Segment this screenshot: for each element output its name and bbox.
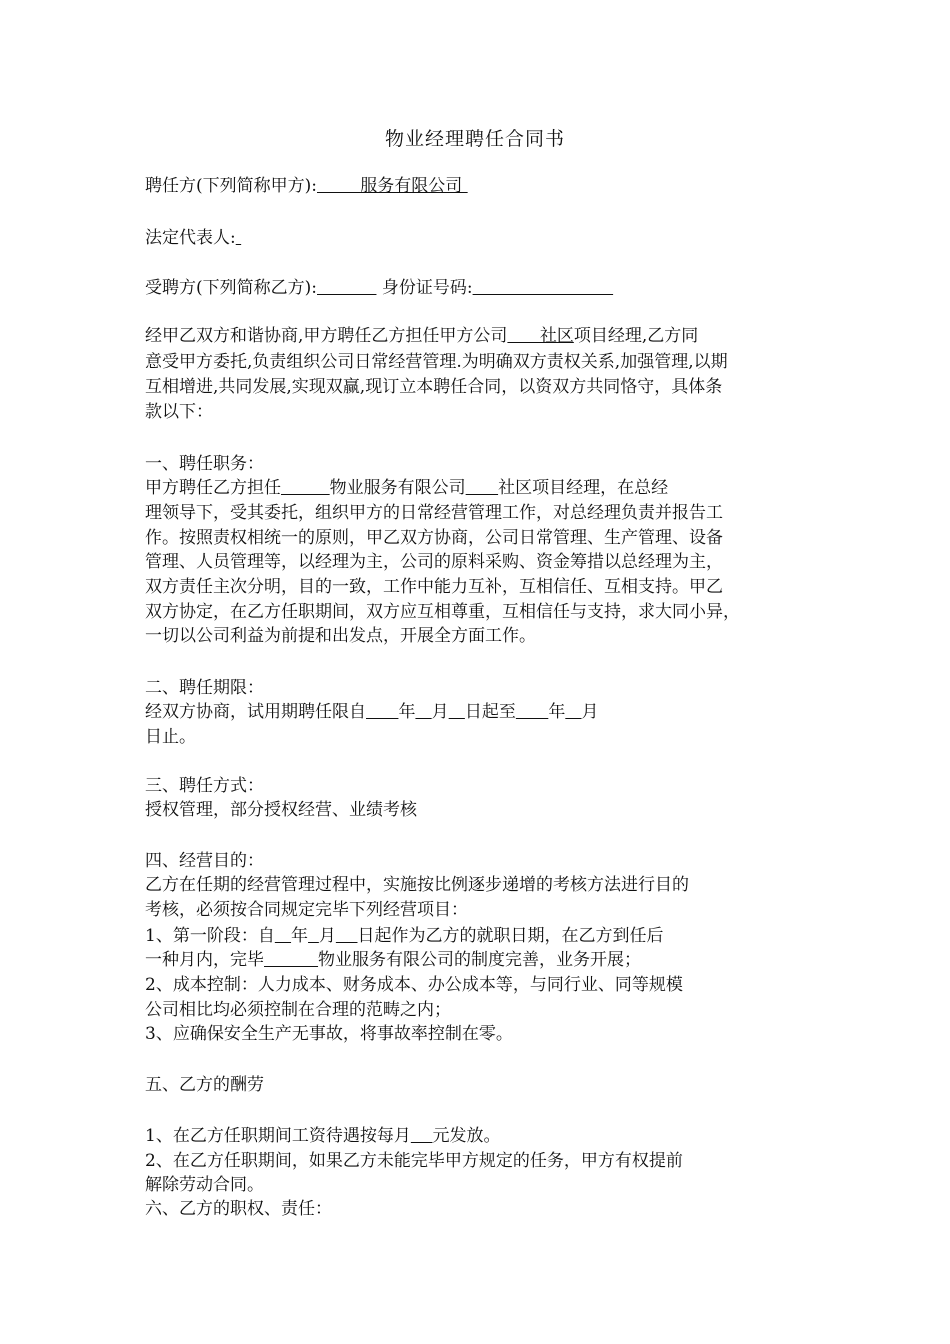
text-segment: 二、聘任期限： xyxy=(145,678,264,698)
text-line xyxy=(145,600,740,624)
blank-field: 服务有限公司 xyxy=(317,176,468,196)
text-line xyxy=(145,898,468,922)
text-line xyxy=(145,400,213,424)
text-segment: 身份证号码: xyxy=(376,278,473,298)
text-segment: 物业服务有限公司的制度完善，业务开展； xyxy=(318,950,642,970)
blank-field xyxy=(366,702,398,722)
text-segment: 年 xyxy=(548,702,566,722)
text-line xyxy=(145,550,723,574)
text-line xyxy=(145,1149,683,1173)
text-segment: 互相增进,共同发展,实现双赢,现订立本聘任合同，以资双方共同恪守，具体条 xyxy=(145,377,723,397)
text-segment: 意受甲方委托,负责组织公司日常经营管理.为明确双方责权关系,加强管理,以期 xyxy=(145,352,728,372)
text-line xyxy=(145,798,417,822)
blank-field xyxy=(466,478,498,498)
text-segment: 月 xyxy=(581,702,599,722)
text-segment: 一种月内，完毕 xyxy=(145,950,264,970)
text-segment: 物业服务有限公司 xyxy=(329,478,466,498)
text-segment: 甲方聘任乙方担任 xyxy=(145,478,281,498)
text-line xyxy=(145,624,536,648)
text-line xyxy=(145,324,698,348)
blank-field: 社区 xyxy=(507,326,574,346)
text-line xyxy=(145,948,641,972)
text-line xyxy=(145,725,196,749)
blank-field xyxy=(565,702,581,722)
text-line xyxy=(145,375,722,399)
blank-field xyxy=(281,478,330,498)
text-segment: 年 xyxy=(291,926,309,946)
text-line xyxy=(145,774,264,798)
text-line xyxy=(145,276,613,300)
text-segment: 法定代表人: xyxy=(145,228,236,248)
text-segment: 一切以公司利益为前提和出发点，开展全方面工作。 xyxy=(145,626,536,646)
text-segment: 1、第一阶段：自 xyxy=(145,926,275,946)
text-segment: 3、应确保安全生产无事故，将事故率控制在零。 xyxy=(145,1024,513,1044)
blank-field xyxy=(275,926,291,946)
text-segment: 1、在乙方任职期间工资待遇按每月 xyxy=(145,1126,411,1146)
text-line xyxy=(145,973,683,997)
blank-field xyxy=(308,926,319,946)
blank-field xyxy=(236,228,241,248)
blank-field xyxy=(473,278,614,298)
blank-field xyxy=(336,926,358,946)
text-line xyxy=(145,1124,500,1148)
text-segment: 双方协定，在乙方任职期间，双方应互相尊重，互相信任与支持，求大同小异， xyxy=(145,602,740,622)
text-segment: 五、乙方的酬劳 xyxy=(145,1075,264,1095)
text-segment: 管理、人员管理等，以经理为主，公司的原料采购、资金筹措以总经理为主， xyxy=(145,552,723,572)
text-segment: 日起至 xyxy=(464,702,516,722)
text-segment: 解除劳动合同。 xyxy=(145,1175,264,1195)
text-segment: 经甲乙双方和谐协商,甲方聘任乙方担任甲方公司 xyxy=(145,326,508,346)
blank-field xyxy=(415,702,431,722)
text-line xyxy=(145,476,668,500)
text-segment: 六、乙方的职权、责任： xyxy=(145,1199,332,1219)
text-segment: 社区项目经理，在总经 xyxy=(498,478,669,498)
text-line xyxy=(145,174,468,198)
text-segment: 2、在乙方任职期间，如果乙方未能完毕甲方规定的任务，甲方有权提前 xyxy=(145,1151,683,1171)
text-line xyxy=(145,1197,332,1221)
blank-field xyxy=(449,702,465,722)
text-segment: 三、聘任方式： xyxy=(145,776,264,796)
text-segment: 日止。 xyxy=(145,727,196,747)
text-segment: 经双方协商，试用期聘任限自 xyxy=(145,702,366,722)
text-segment: 双方责任主次分明，目的一致，工作中能力互补，互相信任、互相支持。甲乙 xyxy=(145,577,723,597)
text-segment: 作。按照责权相统一的原则，甲乙双方协商，公司日常管理、生产管理、设备 xyxy=(145,528,723,548)
text-segment: 项目经理,乙方同 xyxy=(573,326,699,346)
text-line xyxy=(145,700,599,724)
text-segment: 乙方在任期的经营管理过程中，实施按比例逐步递增的考核方法进行目的 xyxy=(145,875,689,895)
text-segment: 2、成本控制：人力成本、财务成本、办公成本等，与同行业、同等规模 xyxy=(145,975,683,995)
text-segment: 聘任方(下列简称甲方): xyxy=(145,176,317,196)
text-line xyxy=(145,452,264,476)
document-title: 物业经理聘任合同书 xyxy=(384,128,565,150)
blank-field xyxy=(516,702,548,722)
text-segment: 授权管理，部分授权经营、业绩考核 xyxy=(145,800,417,820)
text-line xyxy=(145,575,723,599)
blank-field xyxy=(264,950,318,970)
text-line xyxy=(145,350,728,374)
text-segment: 月 xyxy=(431,702,449,722)
text-line xyxy=(145,501,723,525)
text-segment: 一、聘任职务： xyxy=(145,454,264,474)
text-line xyxy=(145,998,451,1022)
text-line xyxy=(145,873,689,897)
text-segment: 款以下： xyxy=(145,402,213,422)
text-segment: 元发放。 xyxy=(432,1126,501,1146)
text-segment: 考核，必须按合同规定完毕下列经营项目： xyxy=(145,900,468,920)
text-segment: 公司相比均必须控制在合理的范畴之内； xyxy=(145,1000,451,1020)
text-segment: 年 xyxy=(398,702,416,722)
text-segment: 日起作为乙方的就职日期，在乙方到任后 xyxy=(357,926,664,946)
blank-field xyxy=(317,278,376,298)
text-line xyxy=(145,526,723,550)
text-line xyxy=(145,924,663,948)
text-line xyxy=(145,1173,264,1197)
blank-field xyxy=(411,1126,433,1146)
text-segment: 理领导下，受其委托，组织甲方的日常经营管理工作，对总经理负责并报告工 xyxy=(145,503,723,523)
text-segment: 四、经营目的： xyxy=(145,851,264,871)
text-line xyxy=(145,1022,513,1046)
text-line xyxy=(145,1073,264,1097)
text-line xyxy=(145,849,264,873)
text-line xyxy=(145,676,264,700)
text-segment: 月 xyxy=(318,926,336,946)
text-line xyxy=(145,226,241,250)
text-segment: 受聘方(下列简称乙方): xyxy=(145,278,317,298)
